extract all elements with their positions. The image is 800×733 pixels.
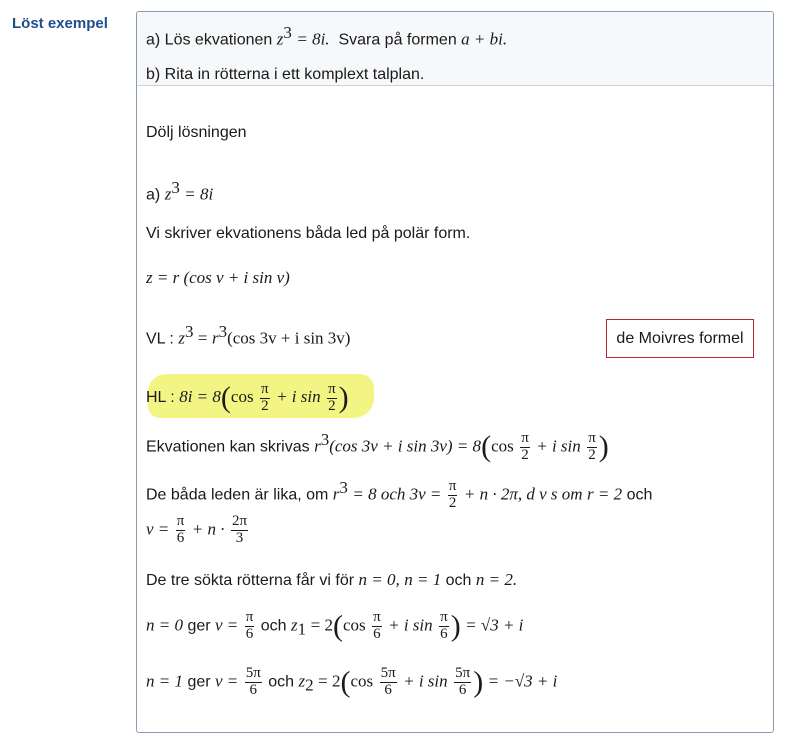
n0-frac2	[372, 610, 382, 643]
moivre-note: de Moivres formel	[606, 319, 754, 358]
lika-r2: r = 2	[587, 484, 623, 504]
ekv-line	[146, 430, 609, 463]
ekv-cos: cos	[491, 436, 514, 456]
n1-ger: ger	[187, 673, 211, 691]
vl-r-exp: 3	[218, 322, 228, 341]
n0-cos: cos	[342, 615, 366, 635]
hl-cos: cos	[230, 387, 254, 407]
vl-line	[146, 322, 350, 348]
ekv-text: Ekvationen kan skrivas	[146, 438, 310, 456]
frac-den: 2	[328, 397, 336, 414]
n0-eq: = 2	[310, 615, 333, 635]
frac-den: 2	[588, 446, 596, 463]
task-a-suffix: Svara på formen	[338, 31, 457, 49]
tre-text: De tre sökta rötterna får vi för	[146, 572, 355, 589]
hl-content	[146, 381, 349, 415]
frac-num: π	[448, 477, 457, 494]
n1-frac2	[380, 666, 397, 699]
ekv-rest: (cos 3v + i sin 3v) = 8	[329, 436, 482, 456]
n1-och: och	[268, 673, 295, 691]
lika-line	[146, 478, 652, 511]
v-plus: + n ·	[191, 519, 225, 539]
paren-right: )	[598, 430, 609, 464]
n0-v: v =	[215, 615, 239, 635]
n0-lhs: n = 0	[146, 615, 183, 635]
example-card	[136, 11, 774, 733]
lika-r: r	[332, 484, 340, 504]
hide-solution-toggle[interactable]: Dölj lösningen	[146, 124, 247, 141]
n1-plus: + i sin	[403, 671, 448, 691]
ekv-r-exp: 3	[320, 430, 330, 449]
eq-a-rhs: = 8i	[184, 184, 214, 204]
hl-lhs: 8i = 8	[179, 387, 221, 407]
ekv-r: r	[314, 436, 321, 456]
n1-frac3	[454, 666, 471, 699]
frac-den: 2	[521, 446, 529, 463]
frac-den: 6	[249, 681, 258, 698]
frac-num: π	[440, 609, 448, 625]
v-frac1	[176, 514, 186, 547]
section-label: Löst exempel	[12, 15, 108, 32]
n0-frac1	[245, 610, 255, 643]
task-a-form: a + bi.	[461, 29, 508, 49]
root-n0	[146, 610, 523, 643]
intro-text: Vi skriver ekvationens båda led på polär form.	[146, 225, 471, 242]
lika-eq1: = 8 och 3v =	[352, 484, 442, 504]
vl-prefix: VL :	[146, 330, 174, 348]
v-frac2	[231, 514, 248, 547]
frac-num: π	[373, 609, 381, 625]
vl-eq: =	[197, 328, 208, 348]
n1-cos: cos	[350, 671, 374, 691]
frac-num: π	[521, 429, 529, 446]
n1-z: z	[298, 671, 306, 691]
lika-och: och	[626, 486, 653, 504]
n1-v: v =	[215, 671, 239, 691]
frac-num: π	[328, 381, 336, 397]
vl-r: r	[211, 328, 219, 348]
frac-den: 2	[261, 397, 269, 414]
hl-frac1	[260, 382, 270, 415]
task-a-exp: 3	[283, 23, 292, 42]
tre-line	[146, 570, 517, 590]
lika-rest: + n · 2π, d v s om	[463, 484, 583, 504]
vl-rest: (cos 3v + i sin 3v)	[227, 328, 351, 348]
paren-left: (	[340, 665, 351, 699]
vl-exp: 3	[184, 322, 194, 341]
v-lhs: v =	[146, 519, 170, 539]
tre-n0: n = 0,	[358, 570, 400, 589]
paren-right: )	[338, 381, 349, 415]
task-b: b) Rita in rötterna i ett komplext talplan.	[146, 66, 425, 83]
paren-right: )	[450, 609, 461, 643]
v-equation	[146, 514, 250, 547]
frac-den: 2	[448, 494, 457, 511]
hl-frac2	[327, 382, 337, 415]
n1-sub: 2	[305, 675, 314, 695]
eq-a-prefix: a)	[146, 186, 161, 204]
solution-eq-a	[146, 178, 213, 204]
n1-eq: = 2	[318, 671, 341, 691]
task-a	[146, 23, 507, 49]
frac-num: 2π	[231, 513, 248, 529]
n0-sub: 1	[297, 619, 307, 639]
task-a-rhs: = 8i.	[296, 29, 330, 49]
paren-left: (	[332, 609, 343, 643]
paren-left: (	[481, 430, 492, 464]
frac-den: 6	[176, 529, 185, 546]
task-a-prefix: a) Lös ekvationen	[146, 31, 273, 49]
n0-ger: ger	[187, 617, 211, 635]
paren-left: (	[220, 381, 231, 415]
frac-num: 5π	[455, 665, 471, 681]
frac-den: 6	[458, 681, 467, 698]
n0-och: och	[260, 617, 287, 635]
hl-prefix: HL :	[146, 389, 175, 407]
frac-den: 6	[384, 681, 392, 698]
n1-frac1	[245, 666, 262, 699]
task-box	[137, 12, 773, 86]
n0-plus: + i sin	[388, 615, 433, 635]
lika-text: De båda leden är lika, om	[146, 486, 329, 504]
lika-r-exp: 3	[339, 478, 348, 497]
n0-result: = √3 + i	[465, 615, 524, 635]
n1-lhs: n = 1	[146, 671, 183, 691]
task-a-z: z	[276, 29, 284, 49]
ekv-frac1	[520, 431, 530, 464]
paren-right: )	[473, 665, 484, 699]
frac-den: 6	[245, 625, 254, 642]
frac-num: 5π	[245, 665, 261, 681]
frac-den: 6	[373, 625, 381, 642]
lika-frac	[448, 479, 458, 512]
ekv-plus: + i sin	[536, 436, 581, 456]
eq-a-exp: 3	[171, 178, 180, 197]
eq-a-z: z	[164, 184, 172, 204]
n1-result: = −√3 + i	[487, 671, 558, 691]
ekv-frac2	[587, 431, 597, 464]
n0-frac3	[439, 610, 449, 643]
frac-den: 6	[440, 625, 448, 642]
hl-line	[146, 382, 349, 415]
n0-z: z	[291, 615, 298, 635]
frac-num: π	[245, 609, 254, 625]
tre-n1: n = 1	[404, 570, 442, 589]
polar-form: z = r (cos v + i sin v)	[146, 268, 290, 287]
tre-n2: n = 2.	[475, 570, 518, 589]
frac-num: π	[588, 429, 596, 446]
frac-num: 5π	[380, 665, 396, 681]
root-n1	[146, 666, 557, 699]
tre-och: och	[445, 572, 472, 589]
vl-z: z	[178, 328, 185, 348]
frac-num: π	[176, 513, 185, 529]
frac-den: 3	[235, 529, 244, 546]
frac-num: π	[261, 381, 269, 397]
hl-plus: + i sin	[276, 387, 321, 407]
